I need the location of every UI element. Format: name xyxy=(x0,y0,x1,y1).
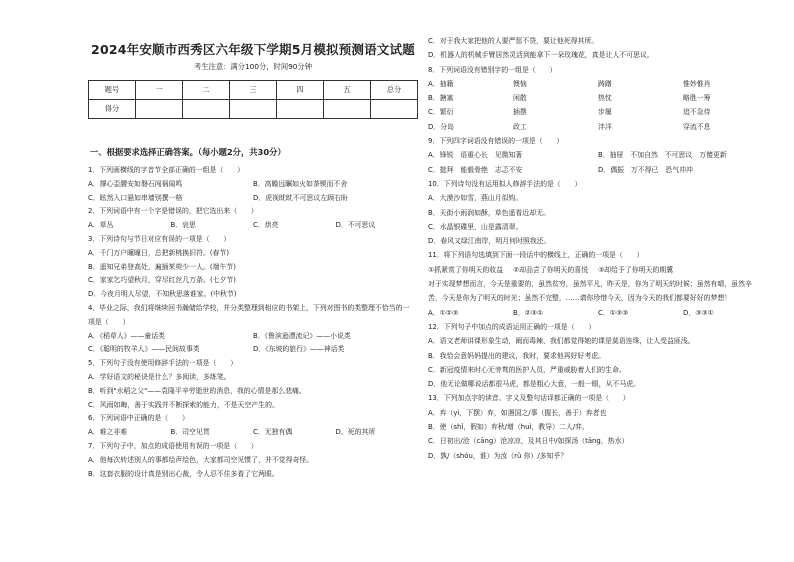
score-cell: 四 xyxy=(277,81,324,100)
question-line: 8．下列词语没有错别字的一组是（ ） xyxy=(428,65,557,74)
score-cell: 得分 xyxy=(89,100,136,119)
option-row xyxy=(428,309,768,318)
answer-option: D．《东坡的旅行》——神话类 xyxy=(253,345,345,354)
answer-option: C．繁衍 xyxy=(428,108,454,117)
question-line: A．弃（yì，下摆）弃，如遇国之/事（握长，善于）弃者也 xyxy=(428,408,607,417)
answer-option: 闲散 xyxy=(513,94,527,103)
answer-option: B．②③① xyxy=(513,308,544,317)
option-row xyxy=(88,332,418,341)
question-line: B．听到"水稻之父"——袁隆平辛劳逝世的消息，我的心情是那么悲痛。 xyxy=(88,386,306,395)
question-line: 7．下列句子中，加点的成语使用有误的一项是（ ） xyxy=(88,441,258,450)
answer-option: A．抽籍 xyxy=(428,79,454,88)
question-line: 10．下列诗句没有运用拟人修辞手法的是（ ） xyxy=(428,179,582,188)
answer-option: ②却品尝了你明天的喜悦 xyxy=(513,265,589,274)
question-line: 对于实现梦想而言，今天是重要的，虽然贫穷，虽然平凡，昨天是，你为了明天的时候；虽然有晴，虽然辛 xyxy=(428,280,752,289)
answer-option: A．撑心歪腰安如磐石闯祸闻鸣 xyxy=(88,179,183,188)
answer-option: A．《稻草人》——童话类 xyxy=(88,331,166,340)
question-line: 13．下列加点字的读音、字义及整句话译都正确的一项是（ ） xyxy=(428,394,630,403)
score-cell xyxy=(230,100,277,119)
score-cell: 二 xyxy=(183,81,230,100)
question-line: 5．下列句子没有使用修辞手法的一项是（ ） xyxy=(88,359,238,368)
option-row xyxy=(88,180,418,189)
question-list-left xyxy=(88,166,418,479)
question-line: C．风雨如晦，善于实践并不断探索的能力，不是天空产生的。 xyxy=(88,400,279,409)
question-line: D．机器人的机械手臂居然灵活到能拿下一朵玫瑰花，真是让人不可思议。 xyxy=(428,51,654,60)
answer-option: D．死的其所 xyxy=(335,428,376,437)
answer-option: B．高瞻远瞩如火如荼锲而不舍 xyxy=(253,179,348,188)
option-row xyxy=(88,221,418,230)
question-line: A．千门万户曈曈日，总把新桃换旧符。(春节) xyxy=(88,248,230,257)
answer-option: 懊恼 xyxy=(513,79,527,88)
answer-option: C．《聪明的牧羊人》——民间故事类 xyxy=(88,345,200,354)
question-line: D．春风又绿江南岸，明月何时照我还。 xyxy=(428,237,551,246)
score-table-row xyxy=(89,100,418,119)
answer-option: 沣洋 xyxy=(598,122,612,131)
question-line: C．家家乞巧望秋月，穿尽红丝几万条。(七夕节) xyxy=(88,276,236,285)
score-table xyxy=(88,80,418,119)
score-cell xyxy=(277,100,324,119)
question-line: B．遥知兄弟登高处，遍插茱萸少一人。(端午节) xyxy=(88,262,236,271)
answer-option: 略胜一筹 xyxy=(683,94,711,103)
score-cell: 总分 xyxy=(371,81,418,100)
question-line: C．新冠疫情来时心无旁骛的医护人员，严重威胁着人们的生命。 xyxy=(428,365,626,374)
answer-option: D．分岛 xyxy=(428,122,454,131)
question-line: 9．下列四字词语没有错误的一项是（ ） xyxy=(428,137,564,146)
answer-option: B．哀思 xyxy=(170,221,196,230)
question-line: A．大漠沙如雪，燕山月似钩。 xyxy=(428,194,523,203)
answer-option: C．①③③ xyxy=(598,308,629,317)
answer-option: C．无独有偶 xyxy=(253,428,293,437)
option-row xyxy=(428,166,768,175)
question-line: 2．下列词语中有一个字是错误的，把它选出来（ ） xyxy=(88,207,258,216)
question-line: C．日初出/沧（cāng）沧凉凉，及其日中/如探汤（tāng，热水） xyxy=(428,437,629,446)
score-cell xyxy=(136,100,183,119)
score-cell: 三 xyxy=(230,81,277,100)
score-cell xyxy=(183,100,230,119)
option-row xyxy=(88,428,418,437)
question-line: B．天街小雨润如酥，草色遥看近却无。 xyxy=(428,208,550,217)
answer-option: D．不可思议 xyxy=(335,221,376,230)
answer-option xyxy=(683,266,768,275)
score-cell xyxy=(371,100,418,119)
answer-option: B．搪塞 xyxy=(428,94,454,103)
answer-option: A．难之非难 xyxy=(88,428,128,437)
score-cell xyxy=(324,100,371,119)
answer-option: B．《鲁滨逊漂流记》——小说类 xyxy=(253,331,351,340)
answer-option: 插摆 xyxy=(513,108,527,117)
question-line: D．今夜月明人尽望，不知秋思落谁家。(中秋节) xyxy=(88,290,237,299)
left-column xyxy=(88,37,418,483)
answer-option: D．③③① xyxy=(683,308,714,317)
answer-option: C．眩然入口悬如串墙别撰一格 xyxy=(88,193,183,202)
answer-option: A．草丛 xyxy=(88,221,114,230)
option-row xyxy=(428,80,768,89)
answer-option: B．司空见贯 xyxy=(170,428,210,437)
option-row xyxy=(428,266,768,275)
answer-option: ③却给予了你明天的期冀 xyxy=(598,265,674,274)
option-row xyxy=(428,94,768,103)
question-line: A．语文老师讲课形象生动，阐而毒辣，我们都觉得她的课是莫语连珠，让人受益匪浅。 xyxy=(428,337,695,346)
section-heading: 一、根据要求选择正确答案。（每小题2分，共30分） xyxy=(90,147,286,157)
answer-option: 追不急待 xyxy=(683,108,711,117)
answer-option: 穿流不息 xyxy=(683,122,711,131)
question-line: B．我恰会意妈妈提出的建议，我时，要求他再好好考虑。 xyxy=(428,351,605,360)
option-row xyxy=(428,108,768,117)
answer-option: 热忱 xyxy=(598,94,612,103)
question-line: 1．下列画横线的字音节全部正确的一组是（ ） xyxy=(88,166,244,174)
question-line: C．对于我大家把他的人要严惩不贷，要让他死得其所。 xyxy=(428,37,599,45)
score-cell: 五 xyxy=(324,81,371,100)
answer-option: 步履 xyxy=(598,108,612,117)
question-line: D．他无论做哪说话都很马虎，都是粗心大意，一般一眼，从不马虎。 xyxy=(428,380,641,389)
question-line: 6．下列词语中正确的是（ ） xyxy=(88,414,189,423)
answer-option: D．虎视眈眈不可思议左顾右盼 xyxy=(253,193,348,202)
answer-option: A．①②③ xyxy=(428,308,459,317)
question-line: 项是（ ） xyxy=(88,317,130,326)
answer-option: 政工 xyxy=(513,122,527,131)
answer-option: A．锋锐 语重心长 见微知著 xyxy=(428,151,523,160)
question-line: C．水晶银碟里，山是露清翠。 xyxy=(428,222,523,231)
question-line: 4．毕业之际，我们将继续回书瀚储给学校，并分类整理到相应的书架上，下列对图书的类整理不恰当的一 xyxy=(88,303,410,312)
question-list-right xyxy=(428,37,768,461)
right-column xyxy=(428,37,768,466)
question-line: B．这套衣服的设计真是别出心裁，令人忍不住多看了它两眼。 xyxy=(88,469,279,478)
answer-option: D．偶振 万不得已 恐气冲冲 xyxy=(598,165,693,174)
answer-option: 踌躇 xyxy=(598,79,612,88)
question-line: A．学好语文的秘诀是什么？多阅读，多练笔。 xyxy=(88,372,231,381)
question-line: 12．下列句子中加点的成语运用正确的一项是（ ） xyxy=(428,322,596,331)
option-row xyxy=(88,194,418,203)
option-row xyxy=(428,123,768,132)
question-line: 苦，今天是你为了明天的时光；虽然不完整，……请你珍惜今天，因为今天的我们都要好好的梦想！ xyxy=(428,294,732,303)
answer-option: ①抓紧赏了你明天的收益 xyxy=(428,265,504,274)
answer-option: C．烘亮 xyxy=(253,221,279,230)
answer-option: 惟妙惟肖 xyxy=(683,79,711,88)
answer-option: B．抽屉 不加自然 不可思议 万傻更新 xyxy=(598,151,727,160)
page-title: 2024年安顺市西秀区六年级下学期5月模拟预测语文试题 xyxy=(91,42,415,57)
score-cell: 一 xyxy=(136,81,183,100)
option-row xyxy=(88,345,418,354)
score-cell: 题号 xyxy=(89,81,136,100)
question-line: D．孰/（shóu，谁）为汝（rǔ 你）/多知乎？ xyxy=(428,451,568,460)
question-line: 3．下列诗句与节日对应有误的一项是（ ） xyxy=(88,234,231,243)
score-table-row xyxy=(89,81,418,100)
exam-note: 考生注意：满分100分，时间90分钟 xyxy=(193,62,313,71)
question-line: B．使（shǐ，假如）弃秋/增（huì，教导）二人/弈。 xyxy=(428,423,589,432)
answer-option: C．挺拜 能毅骨绝 志忑不安 xyxy=(428,165,523,174)
option-row xyxy=(428,151,768,160)
question-line: 11．将下列语句选填到下面一段话中的横线上，正确的一项是（ ） xyxy=(428,251,644,260)
question-line: A．他每次转述别人的事都绘声绘色，大家都司空见惯了，并不觉得奇怪。 xyxy=(88,455,314,464)
